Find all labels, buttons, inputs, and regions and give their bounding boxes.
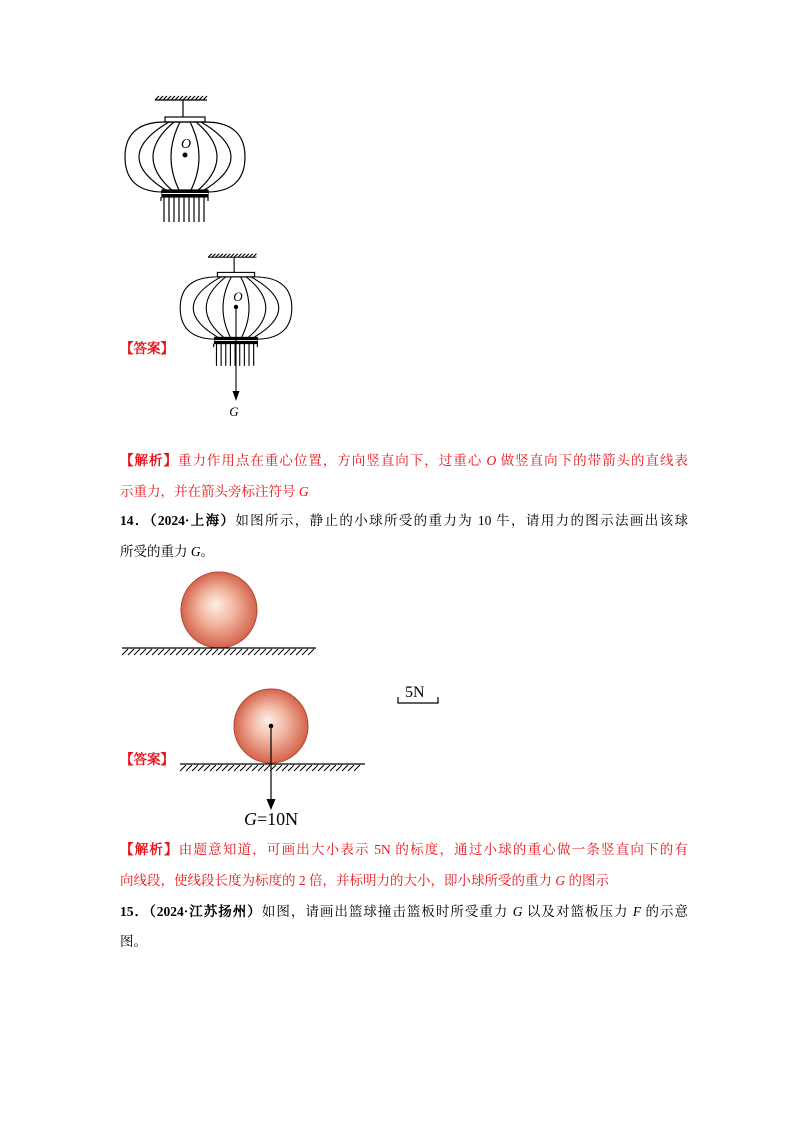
problem-text: 以及对篮板压力 (522, 904, 633, 919)
answer-tag-14: 【答案】 (120, 752, 174, 767)
ground-hatch (180, 765, 360, 771)
lantern-answer-figure (180, 254, 292, 419)
analysis-text: 由题意知道，可画出大小表示 5N 的标度，通过小球的重心做一条竖直向下的有 (178, 842, 689, 857)
ball-answer-figure (180, 684, 438, 829)
gravity-arrowhead (233, 391, 240, 401)
symbol-g: G (190, 544, 201, 559)
analysis-13-line-2 (120, 482, 309, 502)
problem-number: 14． (120, 513, 150, 528)
symbol-g: G (555, 873, 566, 888)
gravity-label: G (229, 404, 239, 419)
problem-text: 如图所示，静止的小球所受的重力为 10 牛，请用力的图示法画出该球 (235, 513, 688, 528)
analysis-tag: 【解析】 (120, 453, 178, 468)
analysis-text: 的图示 (565, 873, 609, 888)
ball-question-figure (122, 572, 316, 655)
analysis-tag: 【解析】 (120, 842, 179, 857)
scale-label: 5N (405, 684, 425, 701)
ground-hatch (122, 649, 314, 655)
center-of-gravity-label: O (180, 137, 192, 152)
problem-14-line-1 (120, 511, 688, 531)
problem-source: （2024·上海） (149, 513, 236, 528)
ball (181, 572, 257, 648)
answer-tag-13: 【答案】 (120, 341, 174, 356)
analysis-text: 重力作用点在重心位置，方向竖直向下，过重心 (177, 453, 487, 468)
problem-text: 所受的重力 (120, 544, 191, 559)
gravity-label (244, 809, 298, 829)
problem-text: 。 (200, 544, 215, 559)
problem-15-line-1 (120, 902, 688, 922)
symbol-o: O (486, 453, 497, 468)
problem-text: 图。 (120, 934, 147, 949)
analysis-text: 做竖直向下的带箭头的直线表 (496, 453, 689, 468)
problem-text: 如图，请画出篮球撞击篮板时所受重力 (261, 904, 513, 919)
problem-14-line-2 (120, 542, 214, 562)
lantern-drawing (125, 96, 245, 222)
gravity-symbol: G (244, 809, 257, 829)
problem-15-line-2 (120, 932, 147, 952)
center-of-gravity-label: O (233, 289, 243, 304)
symbol-g: G (512, 904, 523, 919)
problem-source: （2024·江苏扬州） (149, 904, 262, 919)
analysis-text: 向线段，使线段长度为标度的 2 倍，并标明力的大小，即小球所受的重力 (120, 873, 556, 888)
symbol-g: G (298, 484, 309, 499)
analysis-13-line-1 (120, 451, 688, 471)
analysis-14-line-1 (120, 840, 688, 860)
problem-text: 的示意 (641, 904, 689, 919)
gravity-value: =10N (257, 809, 299, 829)
lantern-question-figure (125, 96, 245, 222)
symbol-f: F (632, 904, 642, 919)
analysis-text: 示重力，并在箭头旁标注符号 (120, 484, 299, 499)
analysis-14-line-2 (120, 871, 609, 891)
center-of-gravity-dot (183, 153, 188, 158)
problem-number: 15． (120, 904, 150, 919)
